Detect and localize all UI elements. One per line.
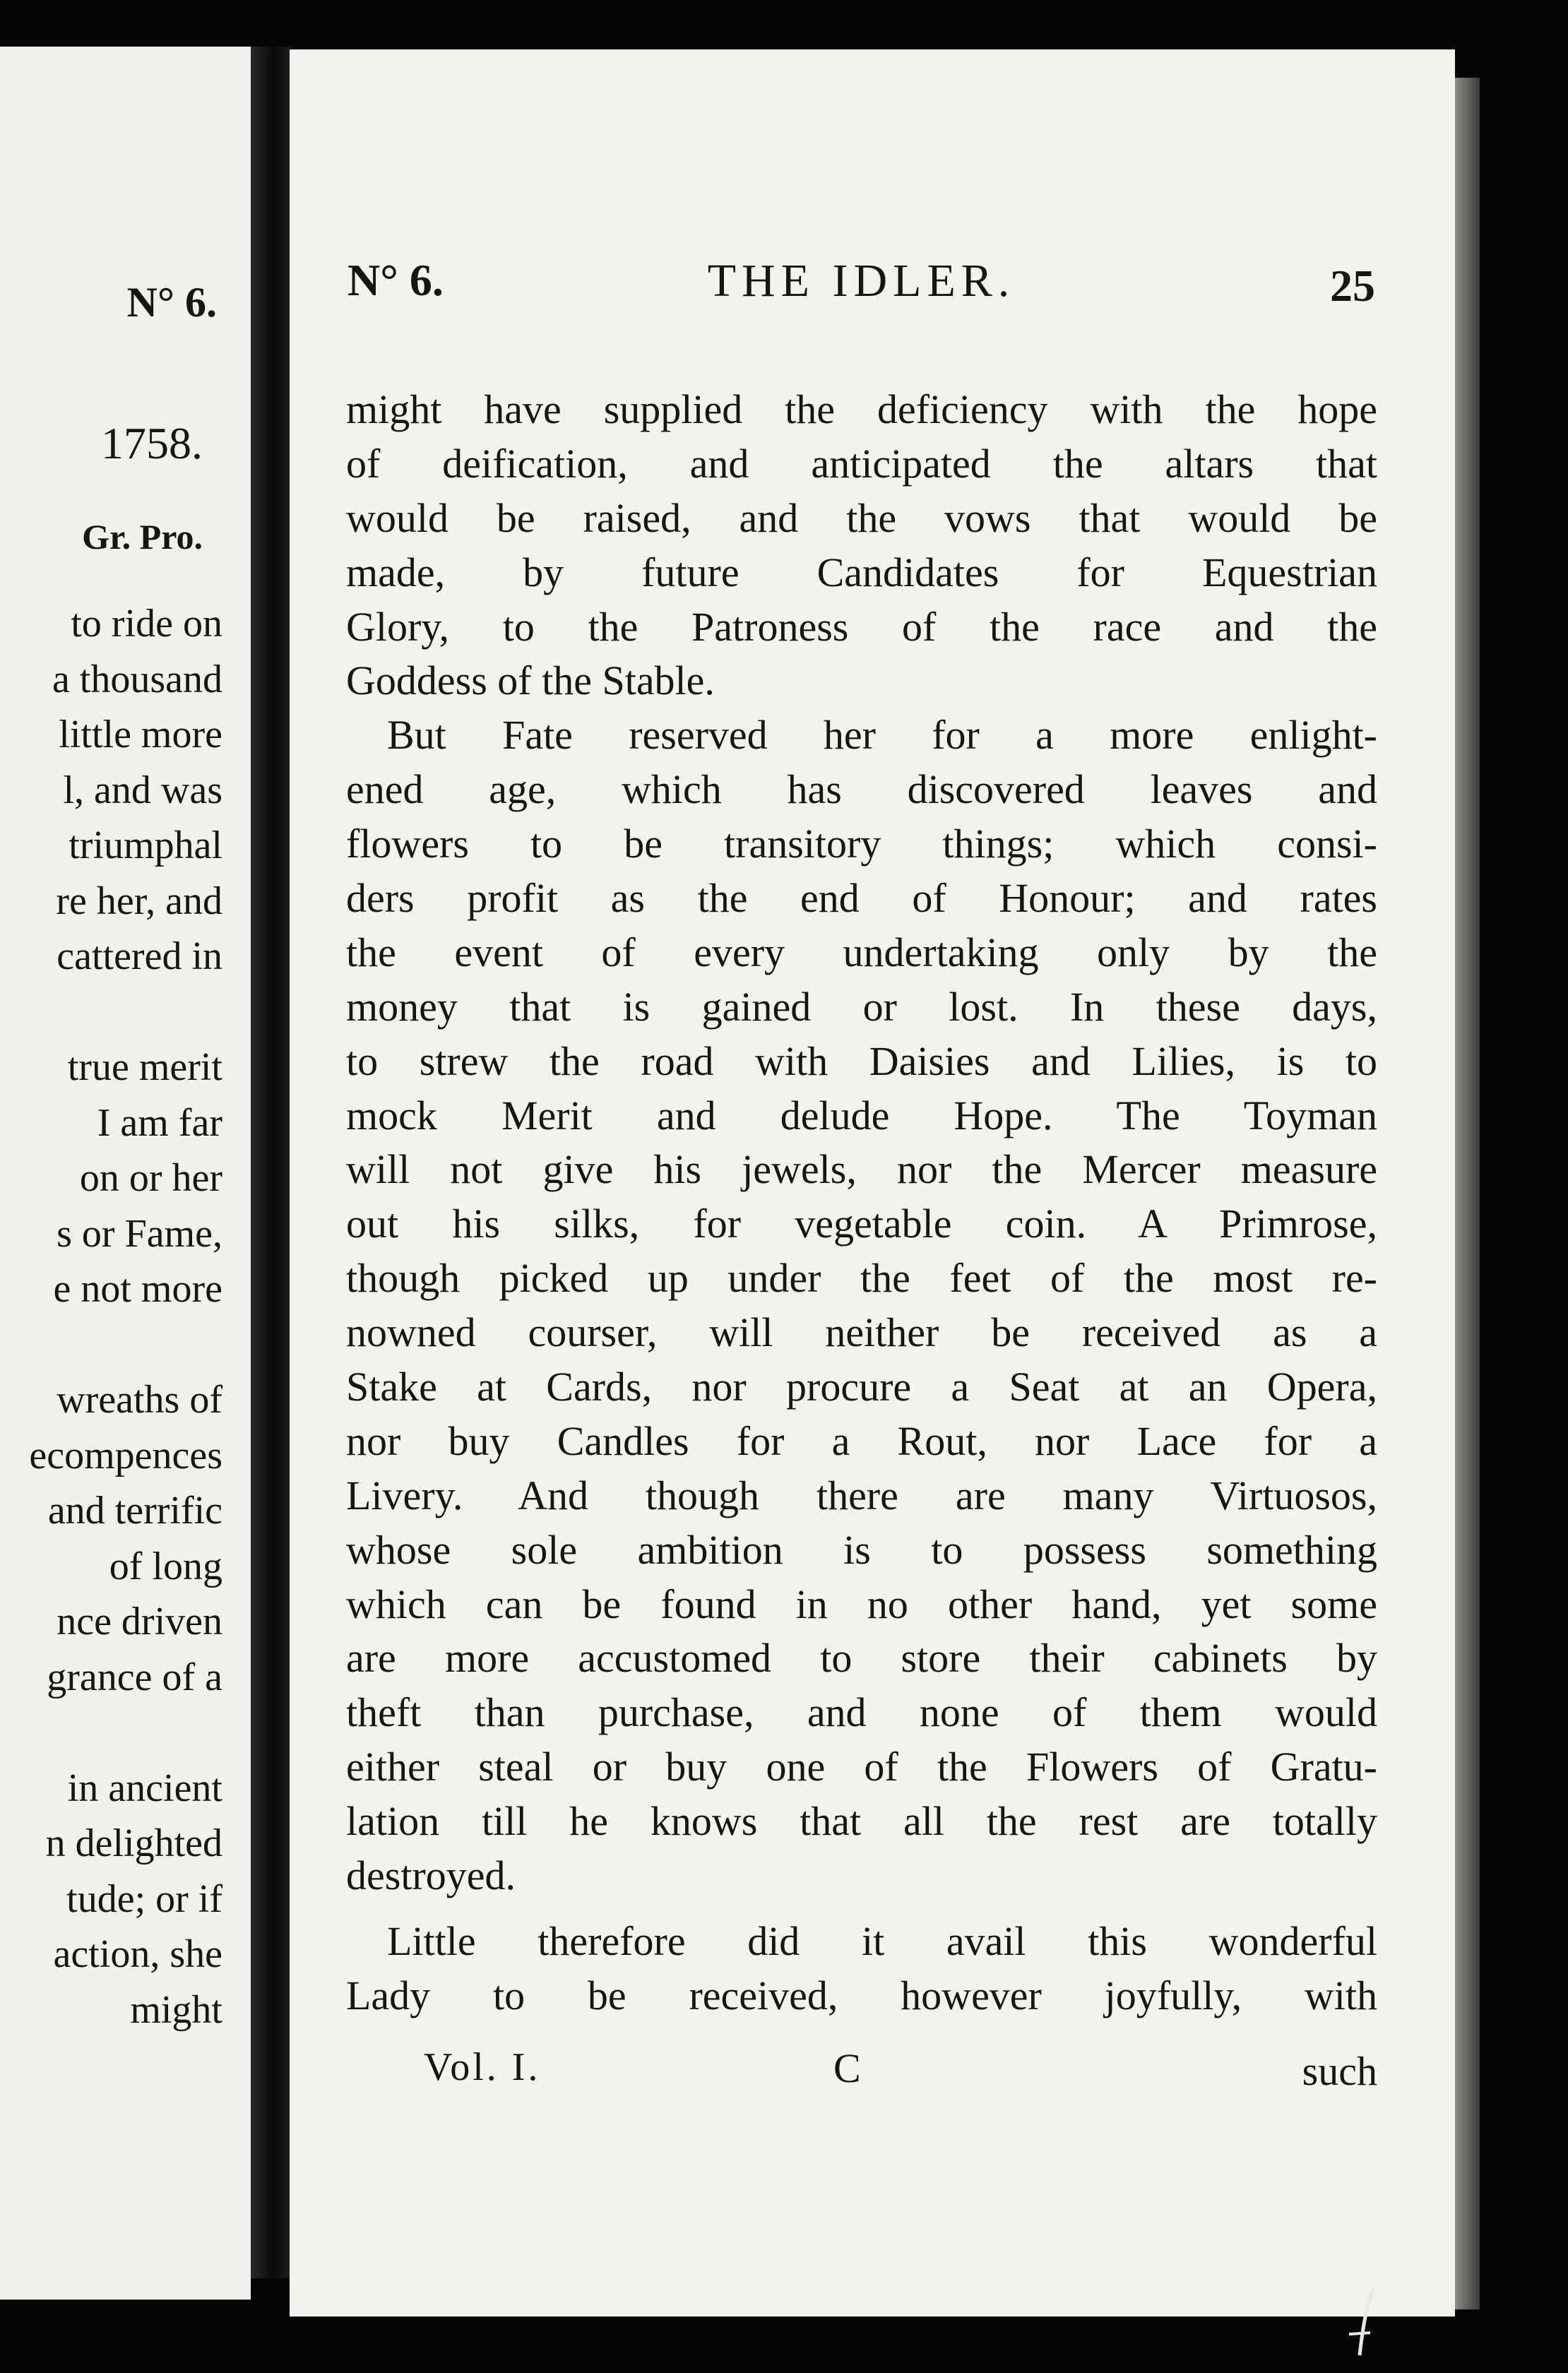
text-line: money that is gained or lost. In these days, bbox=[346, 983, 1377, 1030]
text-line: are more accustomed to store their cabinets by bbox=[346, 1635, 1377, 1682]
text-line: action, she bbox=[53, 1932, 222, 1976]
text-line: grance of a bbox=[47, 1655, 222, 1699]
text-line: e not more bbox=[53, 1267, 222, 1311]
text-line: of deification, and anticipated the altars that bbox=[346, 440, 1377, 487]
text-line: might have supplied the deficiency with the hope bbox=[346, 386, 1377, 432]
text-line bbox=[0, 1317, 222, 1373]
left-page-text bbox=[0, 596, 222, 2038]
text-line bbox=[0, 985, 222, 1040]
text-line: l, and was bbox=[63, 768, 222, 812]
text-line: lation till he knows that all the rest are totally bbox=[346, 1798, 1377, 1845]
volume-signature: Vol. I. bbox=[424, 2045, 541, 2089]
text-line: might bbox=[130, 1987, 222, 2032]
text-line: either steal or buy one of the Flowers of Gratu- bbox=[346, 1744, 1377, 1790]
text-line: which can be found in no other hand, yet some bbox=[346, 1581, 1377, 1627]
text-line: Glory, to the Patroness of the race and the bbox=[346, 603, 1377, 650]
left-page-number: N° 6. bbox=[126, 279, 217, 326]
text-line: mock Merit and delude Hope. The Toyman bbox=[346, 1092, 1377, 1138]
body-text bbox=[346, 383, 1377, 2023]
text-line: little more bbox=[59, 713, 222, 756]
running-title: THE IDLER. bbox=[707, 255, 1016, 307]
signature-mark: C bbox=[833, 2045, 861, 2091]
text-line: made, by future Candidates for Equestrian bbox=[346, 549, 1377, 595]
text-line: though picked up under the feet of the most re- bbox=[346, 1255, 1377, 1302]
text-line: triumphal bbox=[69, 823, 222, 867]
stray-pen-mark bbox=[1346, 2285, 1388, 2362]
text-line: and terrific bbox=[47, 1489, 222, 1533]
text-line: Little therefore did it avail this wonderful bbox=[387, 1917, 1377, 1964]
text-line: on or her bbox=[79, 1156, 222, 1200]
text-line: nce driven bbox=[57, 1600, 222, 1643]
text-line: whose sole ambition is to possess something bbox=[346, 1526, 1377, 1573]
text-line: ecompences bbox=[29, 1433, 222, 1477]
text-line: cattered in bbox=[57, 934, 222, 978]
text-line: destroyed. bbox=[346, 1852, 516, 1899]
text-line bbox=[0, 1705, 222, 1761]
text-line: of long bbox=[109, 1544, 222, 1588]
text-line: n delighted bbox=[45, 1821, 222, 1865]
left-page bbox=[0, 47, 251, 2300]
text-line: wreaths of bbox=[57, 1378, 222, 1422]
text-line: Livery. And though there are many Virtuosos, bbox=[346, 1472, 1377, 1518]
page-number: 25 bbox=[1330, 261, 1375, 311]
text-line: Goddess of the Stable. bbox=[346, 658, 715, 704]
text-line: Lady to be received, however joyfully, with bbox=[346, 1972, 1377, 2018]
text-line: nor buy Candles for a Rout, nor Lace for a bbox=[346, 1417, 1377, 1464]
page-footer bbox=[346, 2045, 1377, 2108]
text-line: tude; or if bbox=[66, 1877, 222, 1921]
text-line: the event of every undertaking only by the bbox=[346, 929, 1377, 975]
text-line: s or Fame, bbox=[57, 1211, 222, 1256]
text-line: will not give his jewels, nor the Mercer measure bbox=[346, 1146, 1377, 1193]
text-line: would be raised, and the vows that would be bbox=[346, 494, 1377, 541]
book-gutter bbox=[251, 47, 290, 2278]
left-page-side-label: Gr. Pro. bbox=[82, 517, 203, 557]
text-line: I am far bbox=[97, 1100, 222, 1145]
text-line: theft than purchase, and none of them would bbox=[346, 1689, 1377, 1736]
text-line: out his silks, for vegetable coin. A Primrose, bbox=[346, 1201, 1377, 1247]
text-line: a thousand bbox=[52, 657, 222, 701]
text-line: re her, and bbox=[56, 879, 222, 923]
text-line: to strew the road with Daisies and Lilies, is to bbox=[346, 1037, 1377, 1084]
issue-number: N° 6. bbox=[348, 255, 444, 305]
running-head bbox=[348, 254, 1375, 332]
text-line: in ancient bbox=[67, 1766, 222, 1810]
page-edge-shadow bbox=[1455, 78, 1480, 2309]
text-line: flowers to be transitory things; which consi- bbox=[346, 821, 1377, 867]
text-line: ders profit as the end of Honour; and rates bbox=[346, 875, 1377, 922]
right-page bbox=[290, 49, 1455, 2316]
text-line: Stake at Cards, nor procure a Seat at an Opera, bbox=[346, 1364, 1377, 1410]
text-line: nowned courser, will neither be received as a bbox=[346, 1309, 1377, 1356]
text-line: true merit bbox=[67, 1045, 222, 1089]
catchword: such bbox=[1302, 2048, 1377, 2094]
text-line: ened age, which has discovered leaves and bbox=[346, 766, 1377, 813]
left-page-year: 1758. bbox=[101, 418, 203, 468]
text-line: But Fate reserved her for a more enlight- bbox=[387, 712, 1377, 759]
text-line: to ride on bbox=[71, 602, 222, 646]
